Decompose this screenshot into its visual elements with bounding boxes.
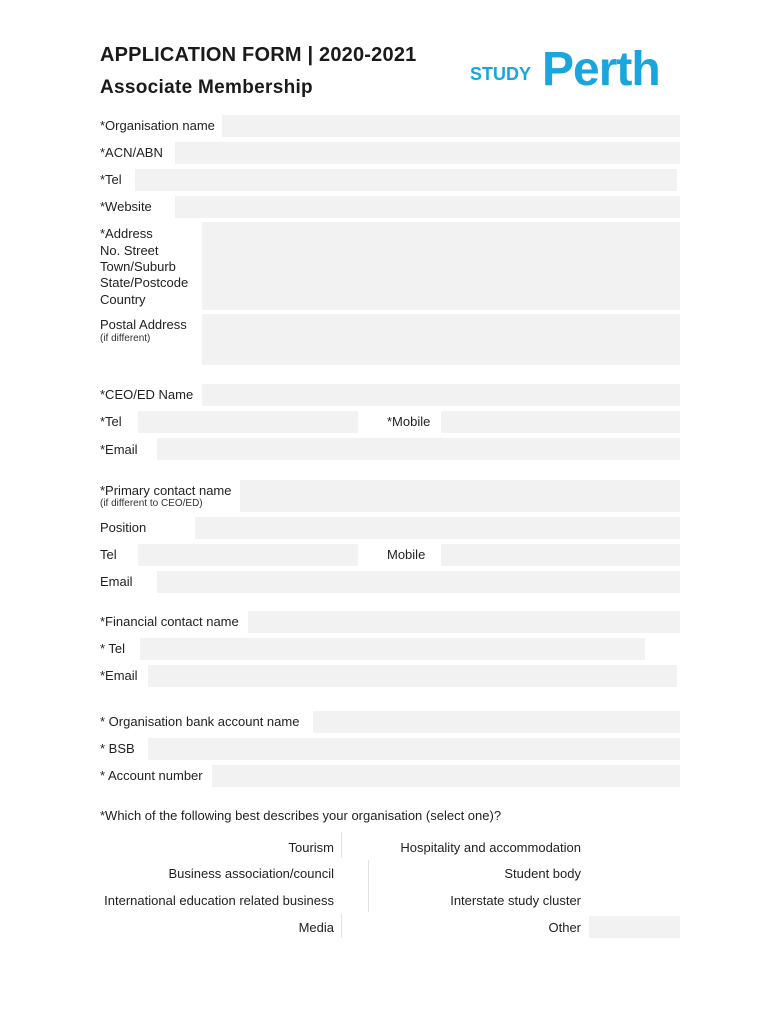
ceo-mobile-field[interactable] <box>441 411 680 433</box>
financial-contact-label: *Financial contact name <box>100 614 239 629</box>
bank-account-name-field[interactable] <box>313 711 680 733</box>
ceo-tel-field[interactable] <box>138 411 358 433</box>
primary-contact-note: (if different to CEO/ED) <box>100 498 203 509</box>
bsb-label: * BSB <box>100 741 135 756</box>
option-international-education-checkbox[interactable] <box>368 886 369 912</box>
acn-field[interactable] <box>175 142 680 164</box>
ceo-name-label: *CEO/ED Name <box>100 387 194 402</box>
option-international-education-label: International education related business <box>104 893 334 908</box>
org-type-question: *Which of the following best describes your organisation (select one)? <box>100 808 502 823</box>
logo-large-text: Perth <box>542 43 660 96</box>
address-label: *Address <box>100 226 153 241</box>
financial-tel-field[interactable] <box>140 638 645 660</box>
primary-mobile-field[interactable] <box>441 544 680 566</box>
option-business-association-checkbox[interactable] <box>368 860 369 886</box>
website-field[interactable] <box>175 196 680 218</box>
website-label: *Website <box>100 199 152 214</box>
postal-address-label: Postal Address <box>100 317 187 332</box>
primary-tel-field[interactable] <box>138 544 358 566</box>
bank-account-name-label: * Organisation bank account name <box>100 714 300 729</box>
option-other-label: Other <box>548 920 581 935</box>
org-name-label: *Organisation name <box>100 118 215 133</box>
org-tel-label: *Tel <box>100 172 122 187</box>
org-name-field[interactable] <box>222 115 680 137</box>
option-student-body-label: Student body <box>504 866 581 881</box>
form-title: APPLICATION FORM | 2020-2021 <box>100 44 417 66</box>
bsb-field[interactable] <box>148 738 680 760</box>
option-tourism-label: Tourism <box>288 840 334 855</box>
primary-mobile-label: Mobile <box>387 547 426 562</box>
option-interstate-cluster-label: Interstate study cluster <box>450 893 581 908</box>
financial-email-field[interactable] <box>148 665 677 687</box>
form-subtitle: Associate Membership <box>100 77 313 98</box>
option-tourism-checkbox[interactable] <box>341 832 342 858</box>
account-number-field[interactable] <box>212 765 680 787</box>
logo-small-text: STUDY <box>470 64 532 84</box>
org-tel-field[interactable] <box>135 169 677 191</box>
address-field[interactable] <box>202 222 680 310</box>
position-label: Position <box>100 520 147 535</box>
primary-email-label: Email <box>100 574 133 589</box>
postal-address-field[interactable] <box>202 314 680 365</box>
address-line-street: No. Street <box>100 243 159 258</box>
postal-address-note: (if different) <box>100 333 151 344</box>
study-perth-logo <box>470 40 675 104</box>
financial-email-label: *Email <box>100 668 138 683</box>
primary-contact-field[interactable] <box>240 480 680 512</box>
option-media-checkbox[interactable] <box>341 914 342 938</box>
option-media-label: Media <box>298 920 334 935</box>
primary-tel-label: Tel <box>100 547 117 562</box>
address-line-suburb: Town/Suburb <box>100 259 176 274</box>
address-line-state: State/Postcode <box>100 275 189 290</box>
ceo-email-label: *Email <box>100 442 138 457</box>
financial-contact-field[interactable] <box>248 611 680 633</box>
option-other-field[interactable] <box>589 916 680 938</box>
position-field[interactable] <box>195 517 680 539</box>
account-number-label: * Account number <box>100 768 203 783</box>
option-hospitality-label: Hospitality and accommodation <box>400 840 581 855</box>
ceo-email-field[interactable] <box>157 438 680 460</box>
acn-label: *ACN/ABN <box>100 145 163 160</box>
address-line-country: Country <box>100 292 146 307</box>
ceo-mobile-label: *Mobile <box>387 414 431 429</box>
option-business-association-label: Business association/council <box>168 866 334 881</box>
primary-contact-label: *Primary contact name <box>100 483 232 498</box>
ceo-tel-label: *Tel <box>100 414 122 429</box>
ceo-name-field[interactable] <box>202 384 680 406</box>
financial-tel-label: * Tel <box>100 641 126 656</box>
primary-email-field[interactable] <box>157 571 680 593</box>
